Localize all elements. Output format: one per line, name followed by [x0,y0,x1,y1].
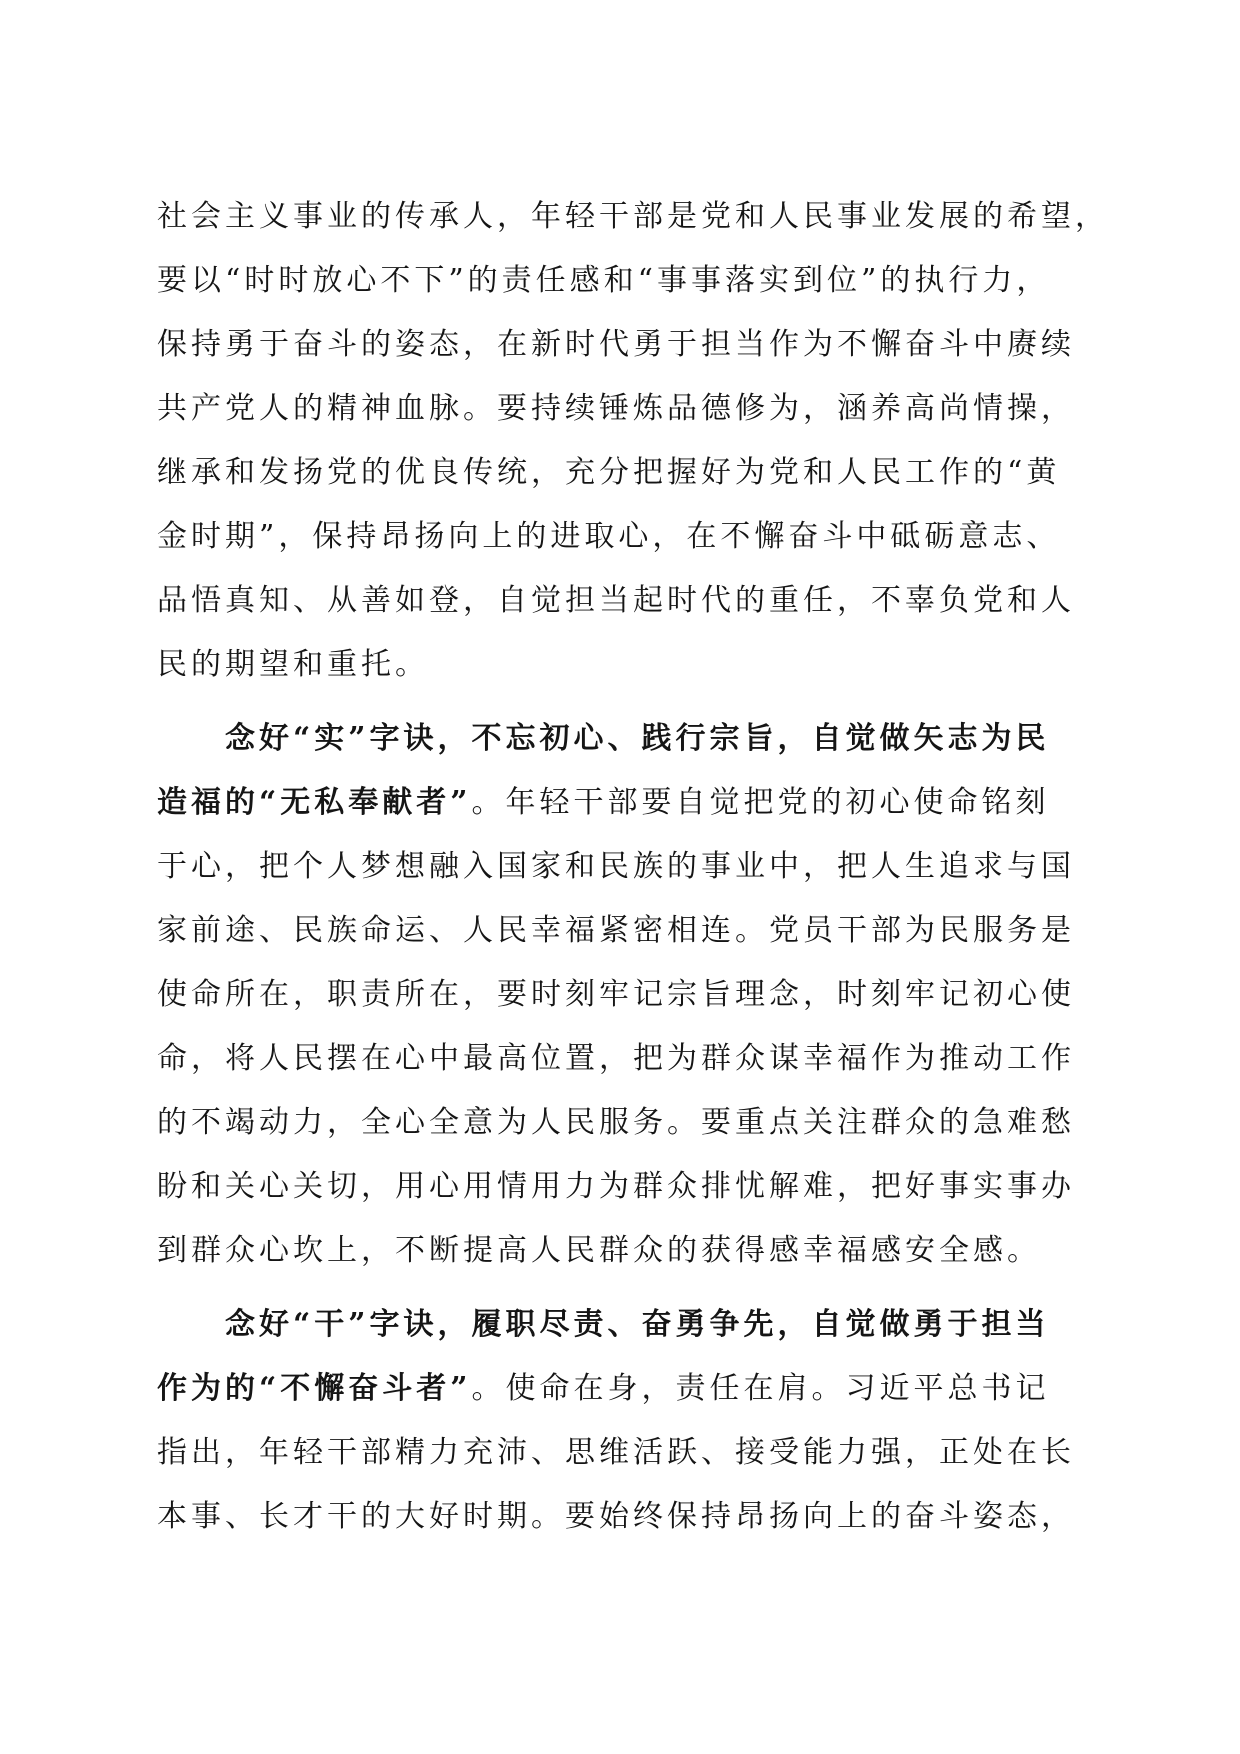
bold-lead-text: 造福的“无私奉献者” [157,785,472,820]
text-line [157,377,1137,441]
line-text: 到群众心坎上，不断提高人民群众的获得感幸福感安全感。 [157,1233,1041,1268]
line-text: 。年轻干部要自觉把党的初心使命铭刻 [471,785,1050,820]
text-line [157,441,1137,505]
bold-lead-text: 念好“实”字诀，不忘初心、践行宗旨，自觉做矢志为民 [225,721,1050,756]
line-text: 家前途、民族命运、人民幸福紧密相连。党员干部为民服务是 [157,913,1075,948]
line-text: 品悟真知、从善如登，自觉担当起时代的重任，不辜负党和人 [157,583,1075,618]
line-text: 本事、长才干的大好时期。要始终保持昂扬向上的奋斗姿态， [157,1499,1075,1534]
text-line [157,1293,1137,1357]
paragraph-1 [157,185,1137,697]
bold-lead-text: 念好“干”字诀，履职尽责、奋勇争先，自觉做勇于担当 [225,1307,1050,1342]
text-line [157,185,1137,249]
text-line [157,505,1137,569]
line-text: 于心，把个人梦想融入国家和民族的事业中，把人生追求与国 [157,849,1075,884]
document-body [157,185,1137,1549]
text-line [157,899,1137,963]
text-line [157,313,1137,377]
text-line [157,1155,1137,1219]
text-line [157,1485,1137,1549]
line-text: 要以“时时放心不下”的责任感和“事事落实到位”的执行力， [157,263,1051,298]
line-text: 的不竭动力，全心全意为人民服务。要重点关注群众的急难愁 [157,1105,1075,1140]
text-line [157,1421,1137,1485]
text-line [157,835,1137,899]
text-line [157,771,1137,835]
bold-lead-text: 作为的“不懈奋斗者” [157,1371,472,1406]
line-text: 社会主义事业的传承人，年轻干部是党和人民事业发展的希望， [157,199,1109,234]
paragraph-3 [157,1293,1137,1549]
text-line [157,1027,1137,1091]
text-line [157,1091,1137,1155]
text-line [157,1219,1137,1283]
line-text: 。使命在身，责任在肩。习近平总书记 [471,1371,1050,1406]
paragraph-2 [157,707,1137,1283]
line-text: 指出，年轻干部精力充沛、思维活跃、接受能力强，正处在长 [157,1435,1075,1470]
line-text: 命，将人民摆在心中最高位置，把为群众谋幸福作为推动工作 [157,1041,1075,1076]
line-text: 使命所在，职责所在，要时刻牢记宗旨理念，时刻牢记初心使 [157,977,1075,1012]
text-line [157,963,1137,1027]
text-line [157,569,1137,633]
line-text: 金时期”，保持昂扬向上的进取心，在不懈奋斗中砥砺意志、 [157,519,1061,554]
text-line [157,633,1137,697]
line-text: 共产党人的精神血脉。要持续锤炼品德修为，涵养高尚情操， [157,391,1075,426]
text-line [157,1357,1137,1421]
line-text: 继承和发扬党的优良传统，充分把握好为党和人民工作的“黄 [157,455,1061,490]
line-text: 民的期望和重托。 [157,647,429,682]
line-text: 盼和关心关切，用心用情用力为群众排忧解难，把好事实事办 [157,1169,1075,1204]
line-text: 保持勇于奋斗的姿态，在新时代勇于担当作为不懈奋斗中赓续 [157,327,1075,362]
text-line [157,249,1137,313]
text-line [157,707,1137,771]
